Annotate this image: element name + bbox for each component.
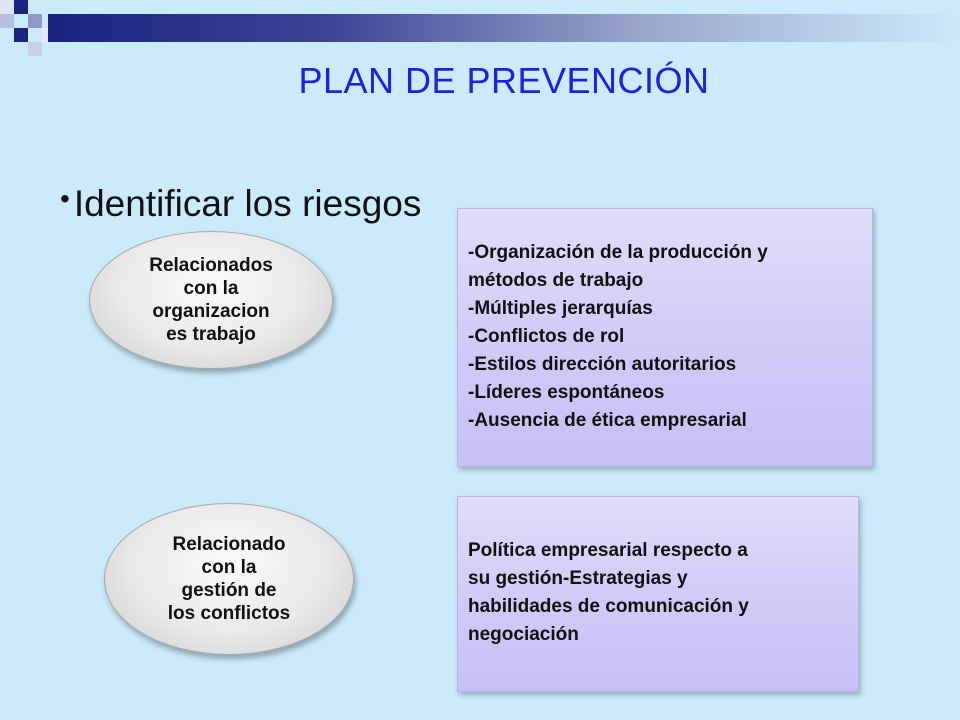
ellipse-label: Relacionados con la organizacion es trabajo [149,255,273,345]
decorative-square [28,14,42,28]
list-item: negociación [468,624,579,645]
decorative-square [0,14,14,28]
list-item: -Múltiples jerarquías [468,298,653,319]
decorative-square [14,0,28,14]
bullet-dot-icon: • [60,183,70,214]
category-ellipse-organization [89,231,333,369]
list-item: su gestión-Estrategias y [468,568,688,589]
risk-list-box-conflicts [457,496,859,692]
list-item: -Estilos dirección autoritarios [468,354,737,375]
list-item: -Conflictos de rol [468,326,625,347]
header-gradient-bar [48,14,960,42]
list-item: -Organización de la producción y [468,242,768,263]
list-item: métodos de trabajo [468,270,644,291]
list-item: -Ausencia de ética empresarial [468,410,747,431]
slide-title: PLAN DE PREVENCIÓN [298,60,710,101]
list-item: habilidades de comunicación y [468,596,749,617]
bullet-text: Identificar los riesgos [73,183,422,224]
bullet-item [60,183,421,225]
decorative-square [0,0,14,14]
decorative-square [28,42,42,56]
decorative-square [42,28,48,42]
category-ellipse-conflicts [104,503,354,655]
list-item: Política empresarial respecto a [468,540,748,561]
decorative-square [14,28,28,42]
risk-list-box-organization [457,208,873,467]
ellipse-label: Relacionado con la gestión de los conflictos [167,534,291,624]
list-item: -Líderes espontáneos [468,382,665,403]
